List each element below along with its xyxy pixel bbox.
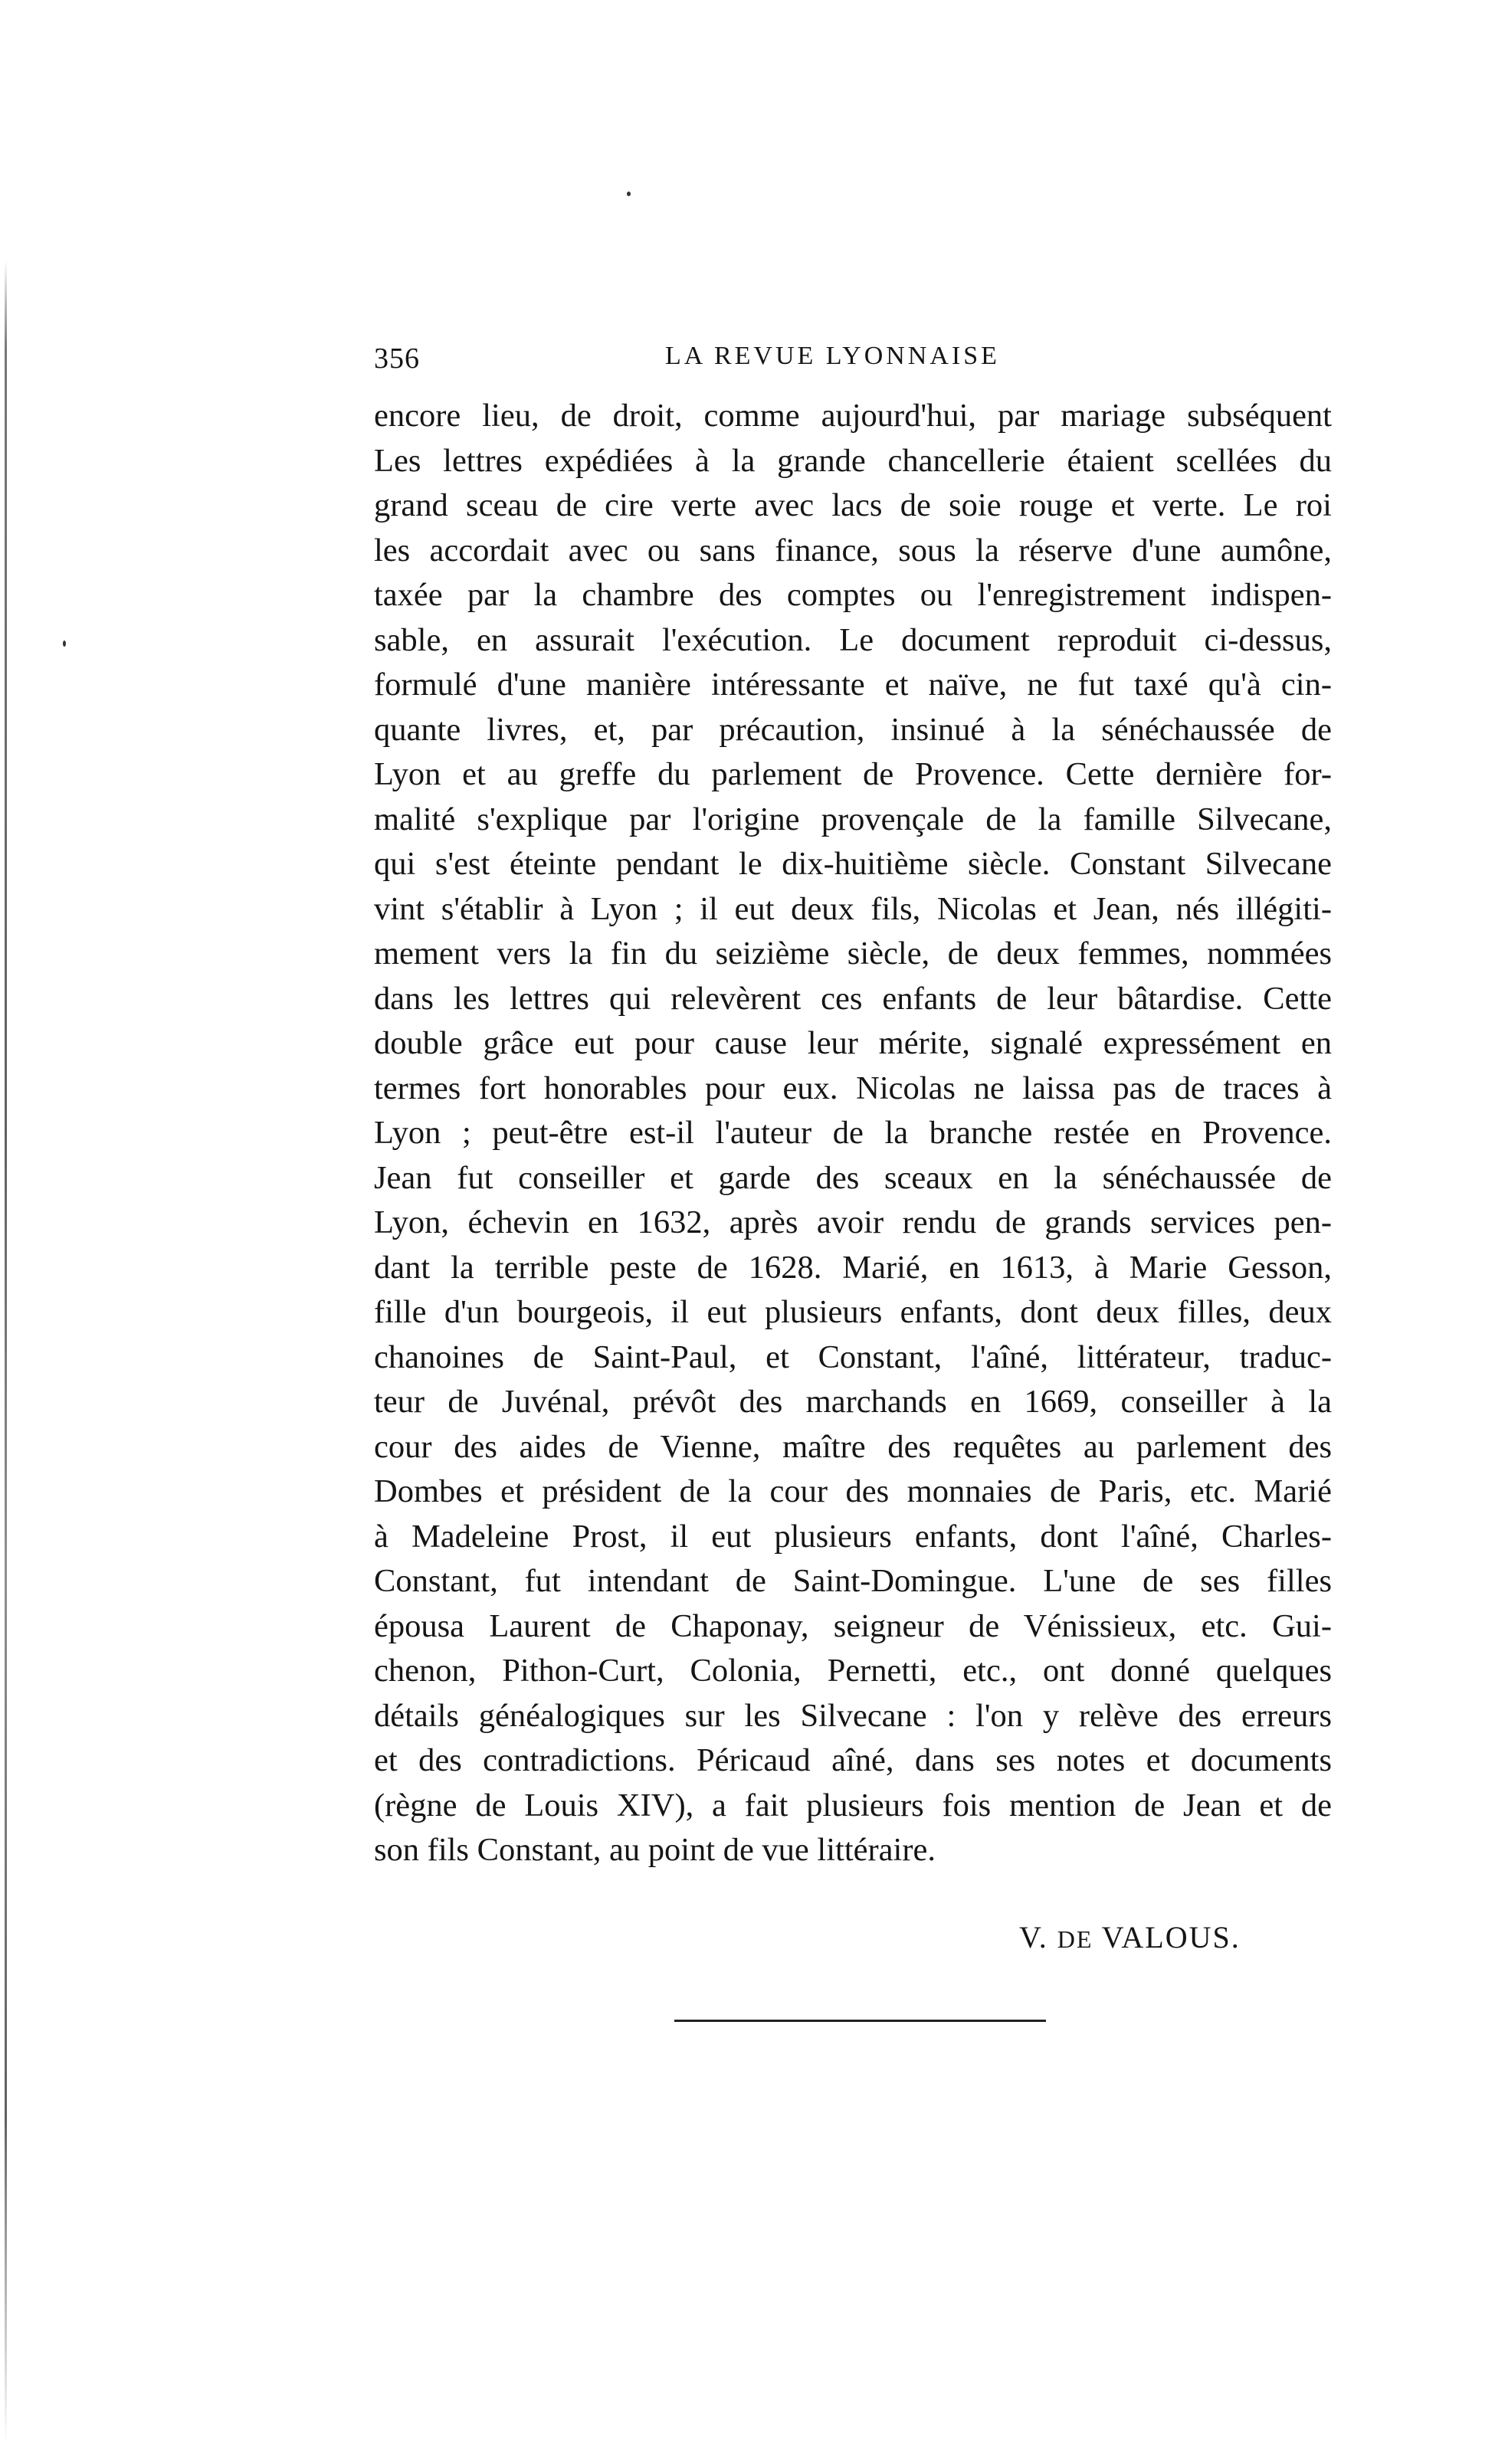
text-line: dant la terrible peste de 1628. Marié, en 1613, à Marie Gesson, <box>374 1249 1332 1286</box>
text-line: Constant, fut intendant de Saint-Domingue. L'une de ses filles <box>374 1563 1332 1599</box>
text-line: détails généalogiques sur les Silvecane : l'on y relève des erreurs <box>374 1697 1332 1734</box>
signature-surname: VALOUS. <box>1101 1920 1241 1954</box>
text-line: Lyon ; peut-être est-il l'auteur de la branche restée en Provence. <box>374 1115 1332 1151</box>
article-body <box>374 394 1332 1873</box>
end-divider-rule <box>674 2020 1046 2022</box>
text-line: dans les lettres qui relevèrent ces enfants de leur bâtardise. Cette <box>374 980 1332 1017</box>
signature-initial: V. <box>1019 1920 1048 1954</box>
text-line: malité s'explique par l'origine provençale de la famille Silvecane, <box>374 801 1332 837</box>
text-line: termes fort honorables pour eux. Nicolas ne laissa pas de traces à <box>374 1070 1332 1106</box>
text-line: Lyon, échevin en 1632, après avoir rendu de grands services pen- <box>374 1204 1332 1240</box>
text-line: à Madeleine Prost, il eut plusieurs enfants, dont l'aîné, Charles- <box>374 1518 1332 1555</box>
text-line: qui s'est éteinte pendant le dix-huitième siècle. Constant Silvecane <box>374 846 1332 882</box>
text-line: cour des aides de Vienne, maître des requêtes au parlement des <box>374 1428 1332 1465</box>
text-line: chanoines de Saint-Paul, et Constant, l'aîné, littérateur, traduc- <box>374 1338 1332 1375</box>
scan-speck <box>627 192 631 196</box>
text-line: mement vers la fin du seizième siècle, de deux femmes, nommées <box>374 935 1332 972</box>
text-line: Jean fut conseiller et garde des sceaux en la sénéchaussée de <box>374 1159 1332 1196</box>
text-line: Lyon et au greffe du parlement de Provence. Cette dernière for- <box>374 756 1332 792</box>
text-line: chenon, Pithon-Curt, Colonia, Pernetti, etc., ont donné quelques <box>374 1653 1332 1689</box>
author-signature <box>1019 1919 1241 1955</box>
text-line: formulé d'une manière intéressante et naïve, ne fut taxé qu'à cin- <box>374 667 1332 703</box>
text-line: Les lettres expédiées à la grande chancellerie étaient scellées du <box>374 442 1332 479</box>
text-line: les accordait avec ou sans finance, sous la réserve d'une aumône, <box>374 532 1332 568</box>
text-line: sable, en assurait l'exécution. Le document reproduit ci-dessus, <box>374 621 1332 658</box>
text-line: double grâce eut pour cause leur mérite, signalé expressément en <box>374 1025 1332 1061</box>
scan-speck <box>63 641 66 647</box>
signature-particle: DE <box>1057 1925 1093 1953</box>
text-line: vint s'établir à Lyon ; il eut deux fils, Nicolas et Jean, nés illégiti- <box>374 890 1332 927</box>
page-header <box>374 342 1286 380</box>
text-line: grand sceau de cire verte avec lacs de soie rouge et verte. Le roi <box>374 487 1332 523</box>
text-line: Dombes et président de la cour des monnaies de Paris, etc. Marié <box>374 1473 1332 1509</box>
text-line: teur de Juvénal, prévôt des marchands en 1669, conseiller à la <box>374 1384 1332 1420</box>
text-line: quante livres, et, par précaution, insinué à la sénéchaussée de <box>374 711 1332 748</box>
text-line: fille d'un bourgeois, il eut plusieurs enfants, dont deux filles, deux <box>374 1294 1332 1330</box>
text-line: encore lieu, de droit, comme aujourd'hui, par mariage subséquent <box>374 398 1332 434</box>
text-line: taxée par la chambre des comptes ou l'enregistrement indispen- <box>374 577 1332 613</box>
scan-page-edge <box>5 260 7 2444</box>
text-line: son fils Constant, au point de vue littéraire. <box>374 1832 936 1868</box>
text-line: épousa Laurent de Chaponay, seigneur de Vénissieux, etc. Gui- <box>374 1607 1332 1644</box>
text-line: et des contradictions. Péricaud aîné, dans ses notes et documents <box>374 1742 1332 1778</box>
page-number: 356 <box>374 342 420 375</box>
text-line: (règne de Louis XIV), a fait plusieurs fois mention de Jean et de <box>374 1787 1332 1823</box>
running-title: LA REVUE LYONNAISE <box>665 342 1000 370</box>
